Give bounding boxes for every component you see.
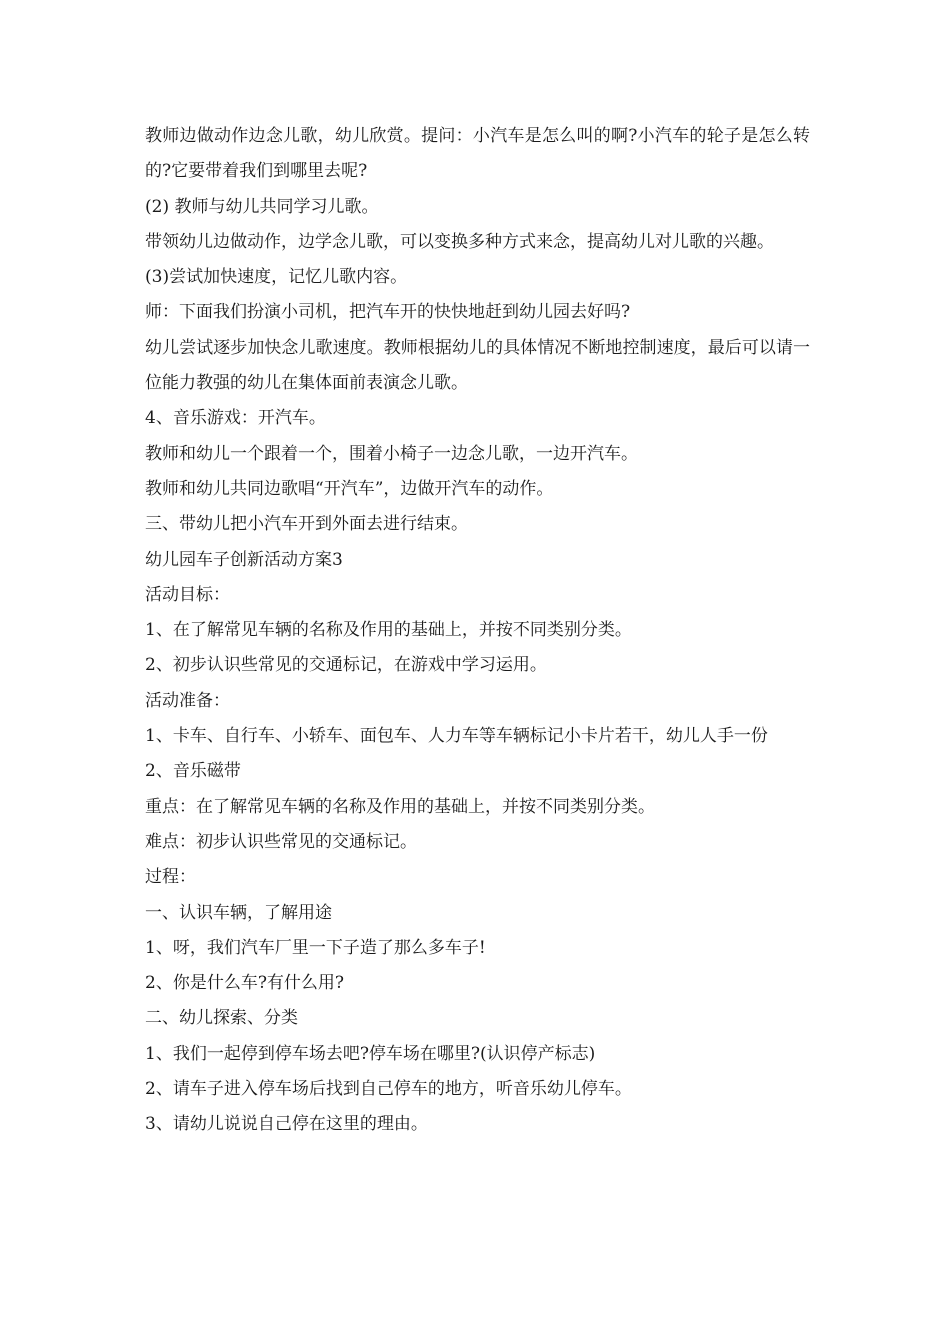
list-item: 1、我们一起停到停车场去吧?停车场在哪里?(认识停产标志) (145, 1043, 596, 1064)
paragraph: 教师和幼儿共同边歌唱“开汽车”，边做开汽车的动作。 (145, 478, 554, 499)
paragraph: 幼儿尝试逐步加快念儿歌速度。教师根据幼儿的具体情况不断地控制速度，最后可以请一位能力教强的幼儿在集体面前表演念儿歌。 (145, 337, 810, 394)
section-heading: 三、带幼儿把小汽车开到外面去进行结束。 (145, 514, 468, 535)
paragraph: (2) 教师与幼儿共同学习儿歌。 (145, 196, 379, 217)
list-item: 2、初步认识些常见的交通标记，在游戏中学习运用。 (145, 655, 547, 676)
paragraph: 教师和幼儿一个跟着一个，围着小椅子一边念儿歌，一边开汽车。 (145, 443, 638, 464)
paragraph: (3)尝试加快速度，记忆儿歌内容。 (145, 267, 408, 288)
section-heading: 一、认识车辆，了解用途 (145, 902, 332, 923)
list-item: 1、卡车、自行车、小轿车、面包车、人力车等车辆标记小卡片若干，幼儿人手一份 (145, 726, 768, 747)
list-item: 1、呀，我们汽车厂里一下子造了那么多车子! (145, 937, 486, 958)
list-item: 2、音乐磁带 (145, 761, 241, 782)
document-title: 幼儿园车子创新活动方案3 (145, 549, 343, 570)
section-heading: 活动准备： (145, 690, 230, 711)
paragraph: 教师边做动作边念儿歌，幼儿欣赏。提问：小汽车是怎么叫的啊?小汽车的轮子是怎么转的?它要带着我们到哪里去呢? (145, 126, 810, 182)
paragraph: 难点：初步认识些常见的交通标记。 (145, 831, 417, 852)
list-item: 1、在了解常见车辆的名称及作用的基础上，并按不同类别分类。 (145, 620, 632, 641)
list-item: 3、请幼儿说说自己停在这里的理由。 (145, 1114, 428, 1135)
section-heading: 二、幼儿探索、分类 (145, 1008, 298, 1029)
section-heading: 4、音乐游戏：开汽车。 (145, 408, 326, 429)
paragraph: 重点：在了解常见车辆的名称及作用的基础上，并按不同类别分类。 (145, 796, 655, 817)
list-item: 2、你是什么车?有什么用? (145, 973, 345, 994)
document-body (145, 119, 810, 1143)
paragraph: 师：下面我们扮演小司机，把汽车开的快快地赶到幼儿园去好吗? (145, 302, 631, 323)
paragraph: 带领幼儿边做动作，边学念儿歌，可以变换多种方式来念，提高幼儿对儿歌的兴趣。 (145, 231, 774, 252)
list-item: 2、请车子进入停车场后找到自己停车的地方，听音乐幼儿停车。 (145, 1079, 632, 1100)
section-heading: 活动目标： (145, 584, 230, 605)
section-heading: 过程： (145, 867, 196, 888)
